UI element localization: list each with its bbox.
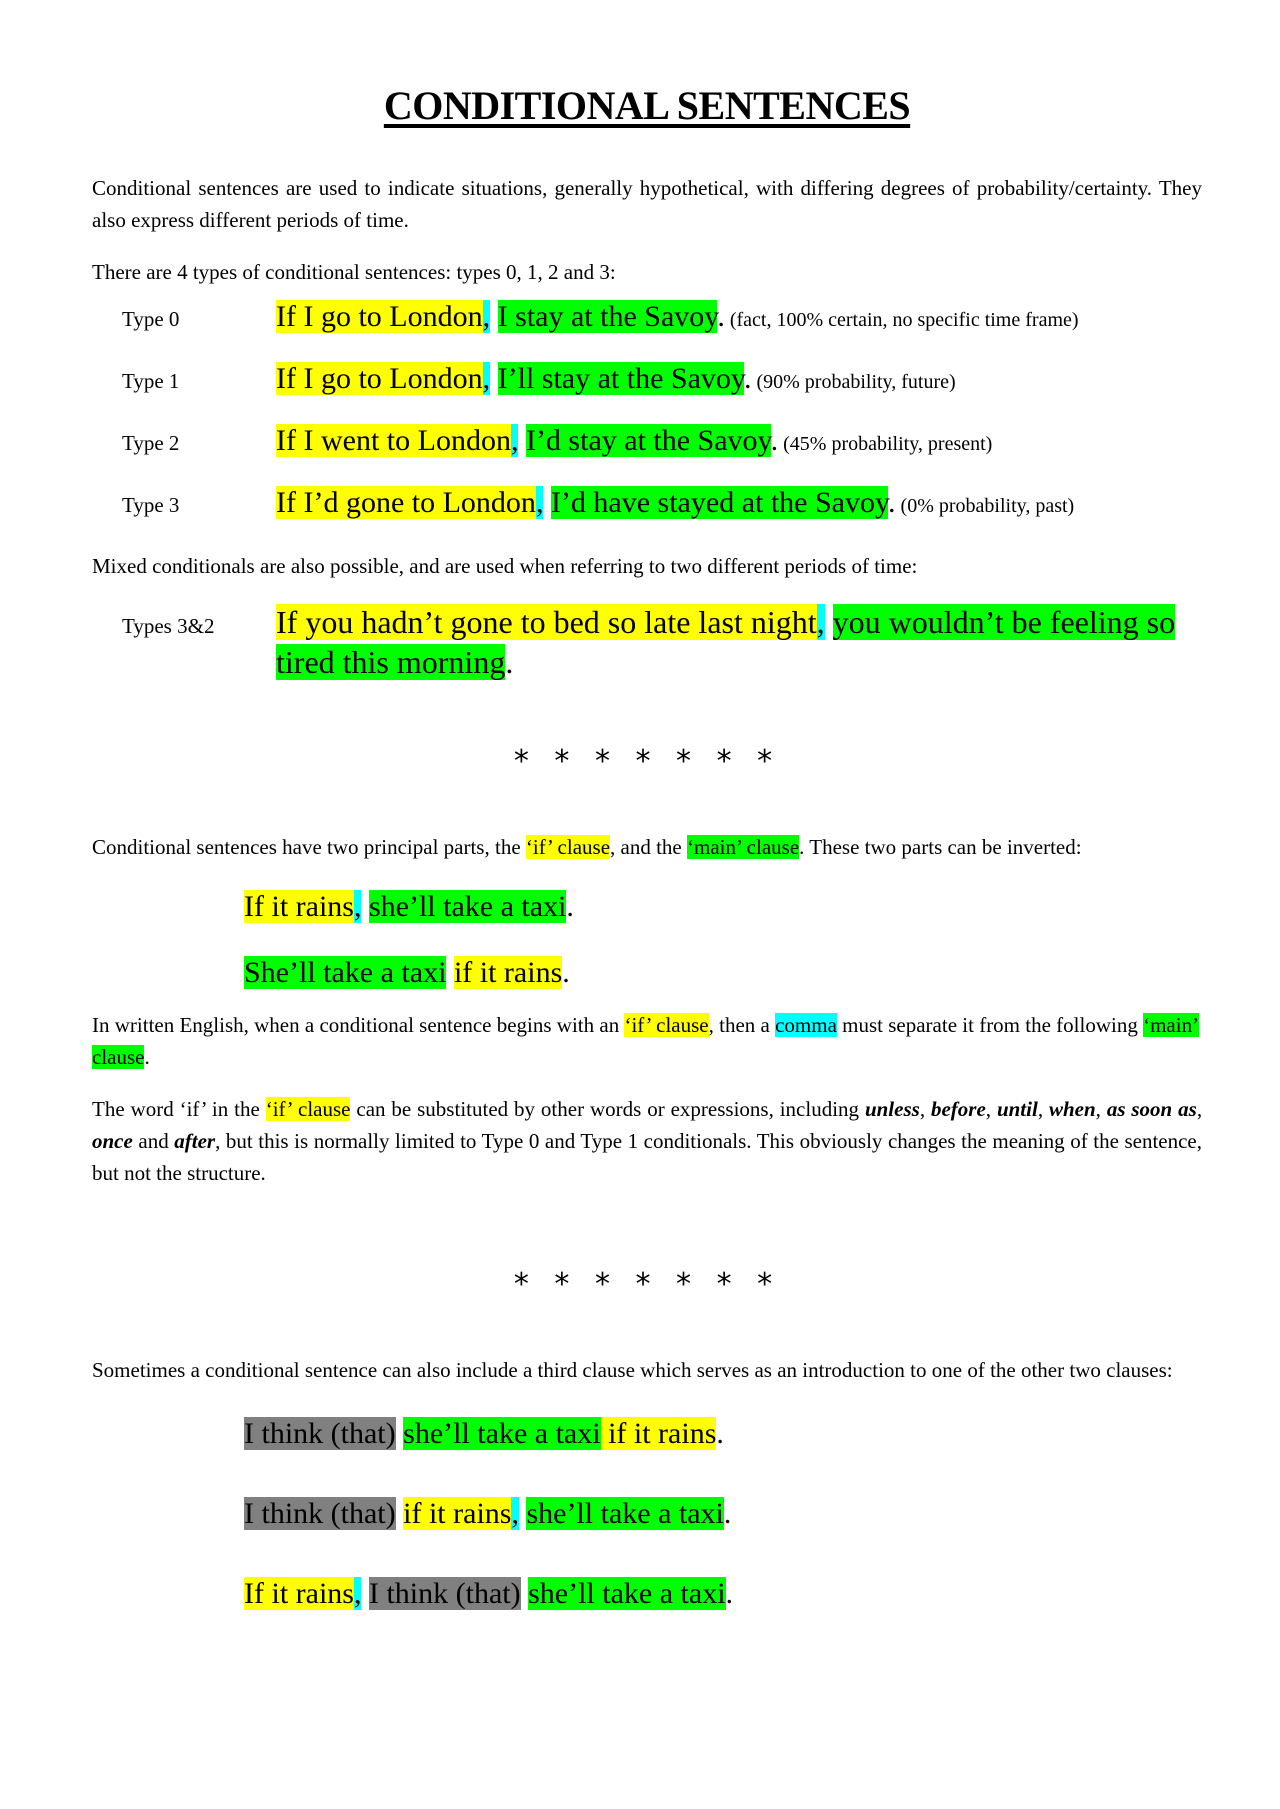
comma-mark: , bbox=[353, 890, 362, 923]
type-note: (fact, 100% certain, no specific time frame) bbox=[724, 309, 1079, 331]
if-clause: If I go to London bbox=[276, 362, 483, 395]
substitute-paragraph bbox=[92, 1093, 1202, 1189]
main-clause: She’ll take a taxi bbox=[244, 956, 447, 989]
main-clause: she’ll take a taxi bbox=[526, 1497, 724, 1530]
comma-mark: , bbox=[353, 1577, 362, 1610]
main-clause: you wouldn’t be feeling so tired this morning bbox=[276, 604, 1176, 680]
comma-mark: , bbox=[511, 1497, 519, 1530]
written-paragraph bbox=[92, 1009, 1202, 1073]
if-clause: If you hadn’t gone to bed so late last night bbox=[276, 604, 817, 640]
text-run: , bbox=[1095, 1097, 1107, 1121]
keyword-when: when bbox=[1048, 1097, 1096, 1121]
intro-paragraph: Conditional sentences are used to indicate situations, generally hypothetical, with differing degrees of probability/certainty. They also express different periods of time. bbox=[92, 176, 1202, 232]
full-stop: . bbox=[505, 644, 514, 680]
comma-mark: , bbox=[482, 362, 491, 395]
parts-example-1 bbox=[92, 883, 1202, 949]
if-clause: If I’d gone to London bbox=[276, 486, 536, 519]
main-clause: I’d have stayed at the Savoy bbox=[550, 486, 889, 519]
main-clause-label: ‘main’ clause bbox=[92, 1013, 1200, 1069]
type-example bbox=[276, 362, 956, 396]
if-clause-label: ‘if’ clause bbox=[265, 1097, 351, 1121]
text-run: In written English, when a conditional sentence begins with an bbox=[92, 1013, 625, 1037]
comma-mark: , bbox=[510, 424, 519, 457]
third-clause-paragraph: Sometimes a conditional sentence can also include a third clause which serves as an introduction to one of the other two clauses: bbox=[92, 1358, 1173, 1382]
main-clause: I’ll stay at the Savoy bbox=[497, 362, 744, 395]
text-run: , bbox=[919, 1097, 931, 1121]
page-title: CONDITIONAL SENTENCES bbox=[383, 83, 911, 128]
comma-mark: , bbox=[816, 604, 825, 640]
full-stop: . bbox=[562, 956, 570, 989]
section-separator: * * * * * * * bbox=[513, 1267, 781, 1302]
text-run: can be substituted by other words or expressions, including bbox=[350, 1097, 865, 1121]
intro-clause: I think (that) bbox=[244, 1497, 396, 1530]
full-stop: . bbox=[566, 890, 574, 923]
full-stop: . bbox=[716, 1417, 724, 1450]
text-run: . These two parts can be inverted: bbox=[799, 835, 1082, 859]
full-stop: . bbox=[888, 486, 896, 519]
text-run: , bbox=[1196, 1097, 1203, 1121]
main-clause: I’d stay at the Savoy bbox=[525, 424, 771, 457]
main-clause: she’ll take a taxi bbox=[368, 890, 567, 923]
type-note: (45% probability, present) bbox=[778, 433, 993, 455]
text-run: , then a bbox=[708, 1013, 776, 1037]
main-clause: she’ll take a taxi bbox=[528, 1577, 726, 1610]
comma-mark: , bbox=[535, 486, 544, 519]
if-clause: if it rains bbox=[600, 1417, 717, 1450]
text-run: The word ‘if’ in the bbox=[92, 1097, 266, 1121]
text-run: and bbox=[132, 1129, 175, 1153]
space bbox=[446, 956, 454, 989]
if-clause: if it rains bbox=[403, 1497, 512, 1530]
full-stop: . bbox=[717, 300, 725, 333]
third-example-1 bbox=[92, 1410, 1202, 1490]
keyword-until: until bbox=[996, 1097, 1038, 1121]
third-example-3 bbox=[92, 1570, 1202, 1630]
text-run: , but this is normally limited to Type 0 and Type 1 conditionals. This obviously changes the meaning of the sentence, but not the structure. bbox=[92, 1129, 1202, 1185]
comma-label: comma bbox=[775, 1013, 837, 1037]
full-stop: . bbox=[723, 1497, 732, 1530]
type-example bbox=[276, 300, 1079, 334]
type-label: Types 3&2 bbox=[122, 614, 215, 638]
if-clause-label: ‘if’ clause bbox=[525, 835, 611, 859]
if-clause: If I went to London bbox=[276, 424, 511, 457]
if-clause: if it rains bbox=[453, 956, 563, 989]
third-example-2 bbox=[92, 1490, 1202, 1570]
full-stop: . bbox=[743, 362, 752, 395]
comma-mark: , bbox=[482, 300, 491, 333]
if-clause-label: ‘if’ clause bbox=[624, 1013, 709, 1037]
type-row-3 bbox=[92, 486, 1202, 548]
text-run: , bbox=[1037, 1097, 1049, 1121]
main-clause: I stay at the Savoy bbox=[497, 300, 718, 333]
mixed-row bbox=[92, 602, 1202, 682]
type-example bbox=[276, 486, 1074, 520]
type-example bbox=[276, 424, 992, 458]
full-stop: . bbox=[770, 424, 779, 457]
full-stop: . bbox=[725, 1577, 734, 1610]
type-row-1 bbox=[92, 362, 1202, 424]
mixed-intro-paragraph: Mixed conditionals are also possible, and are used when referring to two different periods of time: bbox=[92, 554, 918, 578]
parts-paragraph bbox=[92, 831, 1202, 863]
keyword-once: once bbox=[92, 1129, 133, 1153]
types-intro-paragraph: There are 4 types of conditional sentences: types 0, 1, 2 and 3: bbox=[92, 260, 616, 284]
keyword-after: after bbox=[174, 1129, 216, 1153]
type-note: (90% probability, future) bbox=[751, 371, 956, 393]
type-label: Type 0 bbox=[122, 307, 180, 331]
intro-clause: I think (that) bbox=[244, 1417, 396, 1450]
if-clause: If I go to London bbox=[276, 300, 483, 333]
type-label: Type 3 bbox=[122, 493, 180, 517]
text-run: must separate it from the following bbox=[836, 1013, 1144, 1037]
mixed-example bbox=[276, 602, 1202, 682]
keyword-unless: unless bbox=[864, 1097, 920, 1121]
type-note: (0% probability, past) bbox=[895, 495, 1075, 517]
space bbox=[521, 1577, 529, 1610]
main-clause: she’ll take a taxi bbox=[403, 1417, 601, 1450]
if-clause: If it rains bbox=[244, 1577, 354, 1610]
section-separator: * * * * * * * bbox=[513, 744, 781, 779]
type-label: Type 2 bbox=[122, 431, 180, 455]
text-run: . bbox=[144, 1045, 150, 1069]
text-run: , and the bbox=[610, 835, 688, 859]
main-clause-label: ‘main’ clause bbox=[687, 835, 800, 859]
intro-clause: I think (that) bbox=[368, 1577, 521, 1610]
text-run: , bbox=[985, 1097, 997, 1121]
type-label: Type 1 bbox=[122, 369, 180, 393]
if-clause: If it rains bbox=[244, 890, 354, 923]
parts-example-2 bbox=[92, 949, 1202, 1009]
type-row-2 bbox=[92, 424, 1202, 486]
keyword-as-soon-as: as soon as bbox=[1106, 1097, 1197, 1121]
keyword-before: before bbox=[930, 1097, 986, 1121]
text-run: Conditional sentences have two principal parts, the bbox=[92, 835, 526, 859]
type-row-0 bbox=[92, 300, 1202, 362]
